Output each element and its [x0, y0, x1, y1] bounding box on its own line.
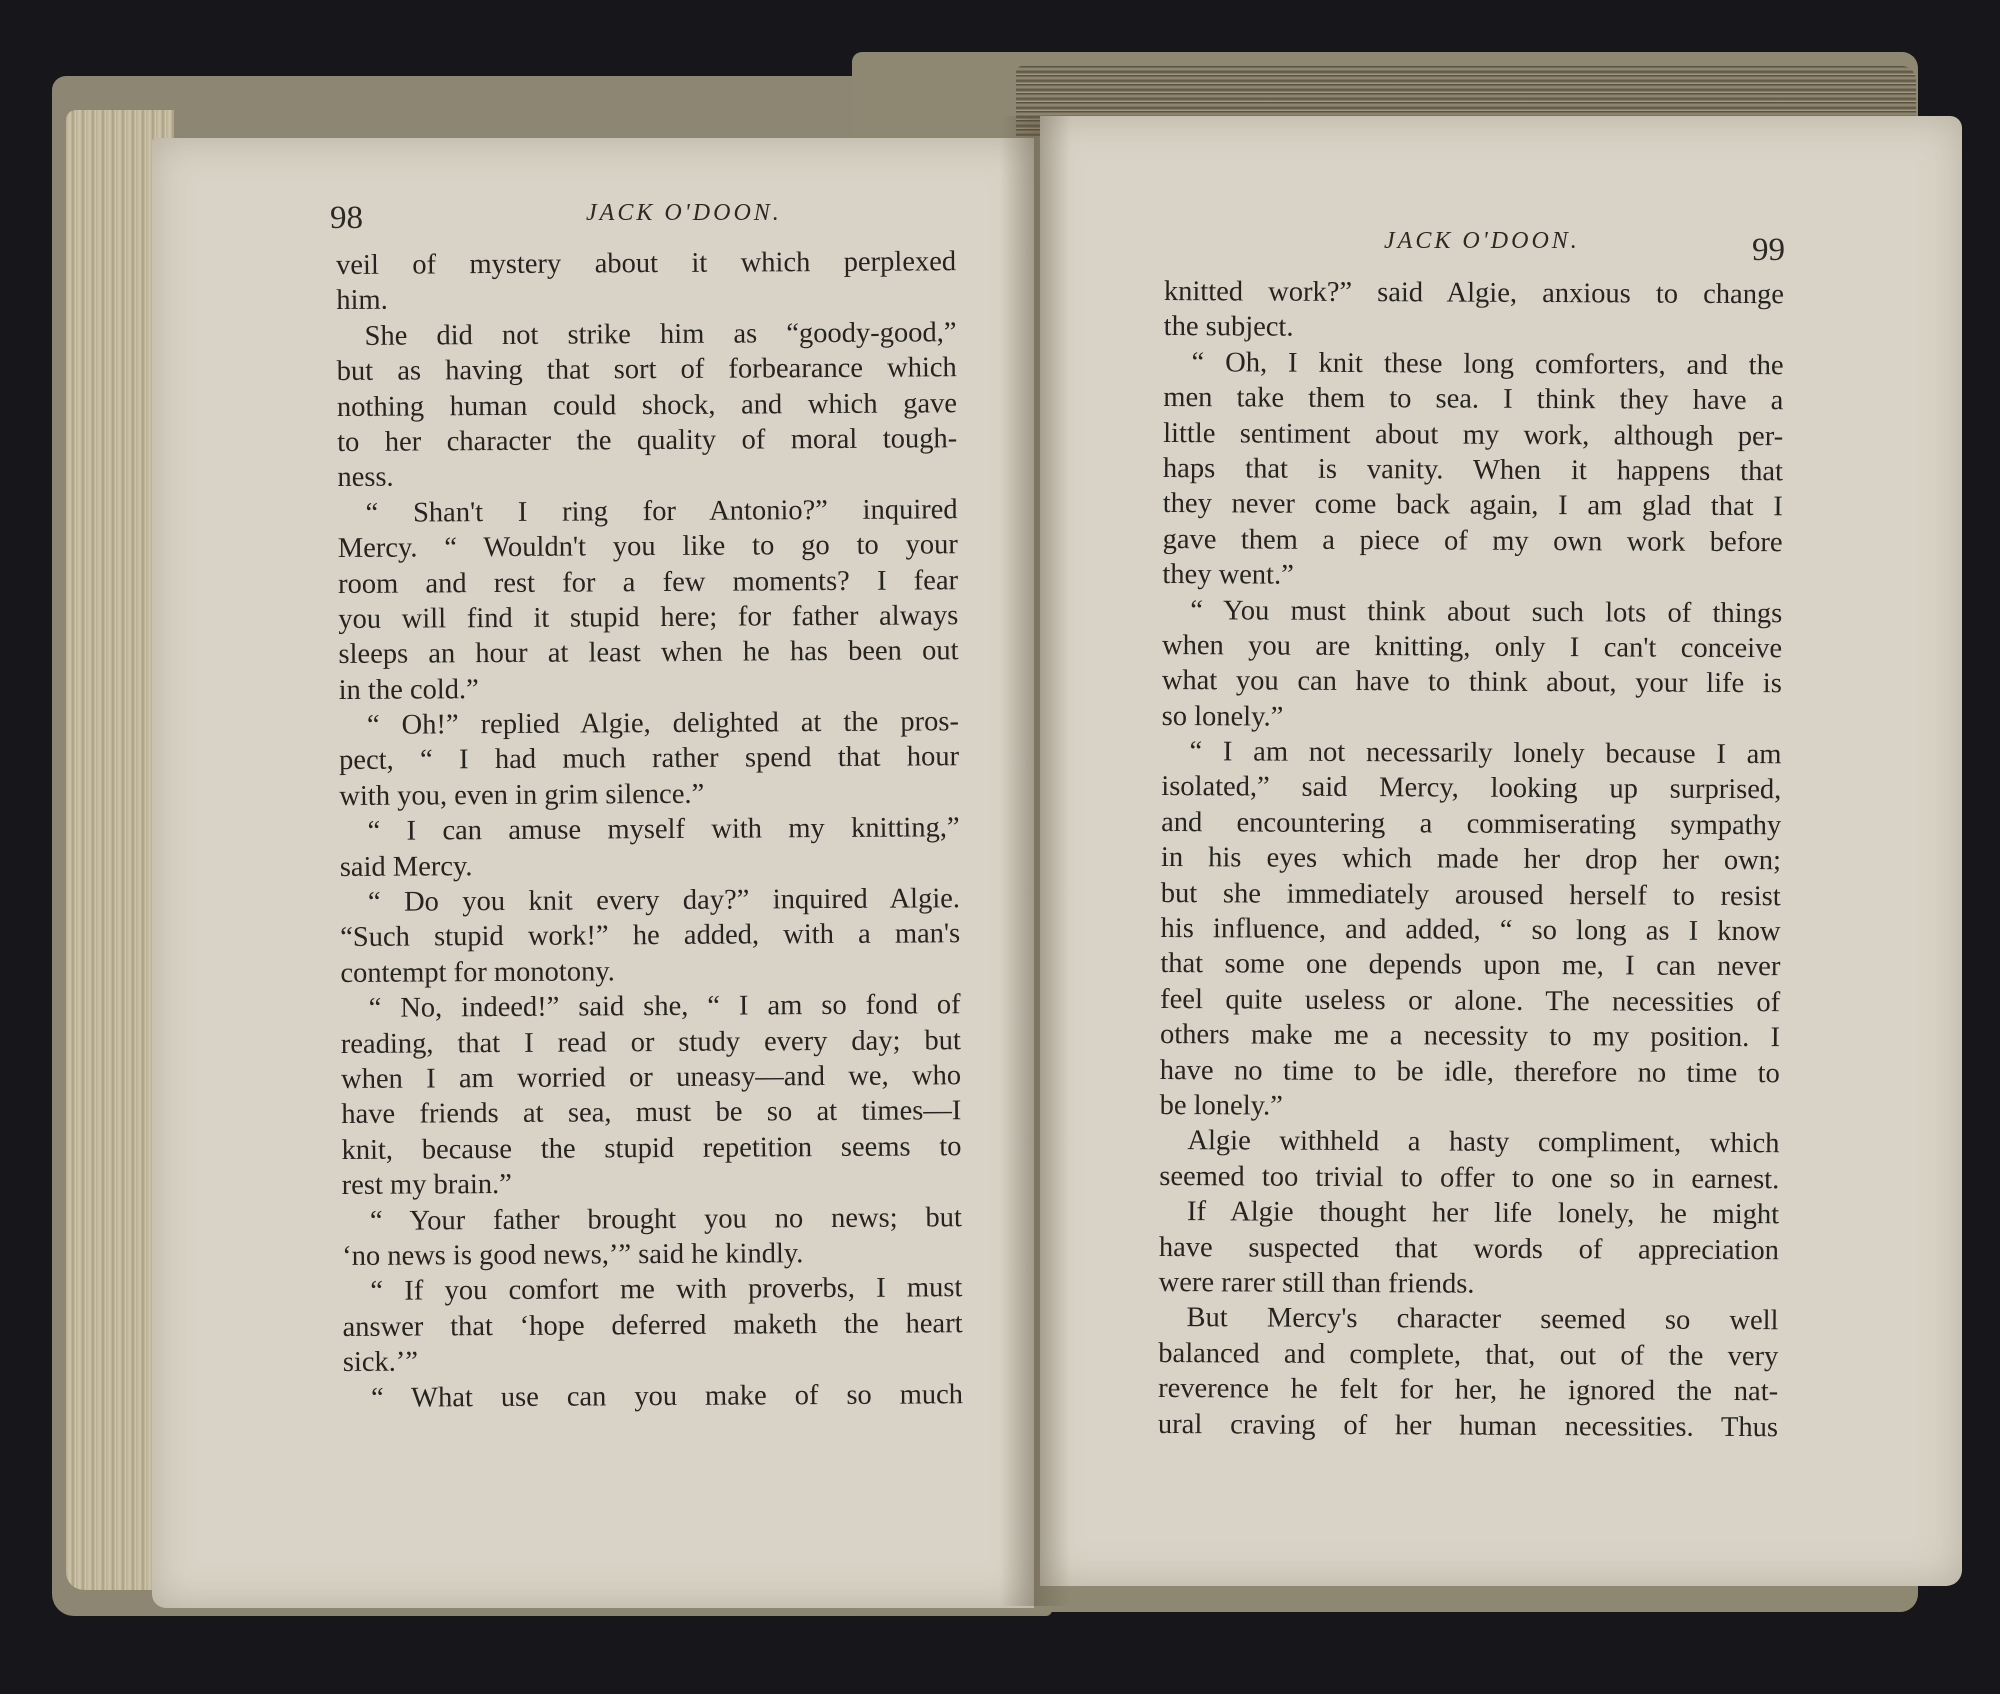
text-line: they went.”: [1162, 559, 1294, 591]
text-line: men take them to sea. I think they have a: [1163, 382, 1784, 417]
text-line: rest my brain.”: [341, 1169, 512, 1202]
text-line: “ Do you knit every day?” inquired Algie.: [367, 883, 961, 918]
text-line: “ Your father brought you no news; but: [369, 1201, 963, 1237]
text-line: pect, “ I had much rather spend that hour: [339, 741, 960, 777]
text-line: and encountering a commiserating sympathy: [1161, 806, 1782, 842]
text-line: sick.’”: [342, 1346, 419, 1379]
text-line: you will find it stupid here; for father always: [338, 600, 959, 635]
text-line: seemed too trivial to offer to one so in earnest.: [1159, 1160, 1780, 1195]
page-number-right: 99: [1752, 232, 1785, 268]
text-line: so lonely.”: [1161, 700, 1284, 733]
text-line: ness.: [337, 461, 394, 494]
text-line: have friends at sea, must be so at times—I: [341, 1095, 962, 1131]
text-line: Algie withheld a hasty compliment, which: [1187, 1125, 1780, 1160]
text-line: when I am worried or uneasy—and we, who: [340, 1060, 962, 1095]
text-line: to her character the quality of moral tough-: [337, 423, 958, 458]
text-line: knit, because the stupid repetition seems to: [341, 1130, 962, 1166]
text-line: but as having that sort of forbearance which: [336, 352, 957, 388]
text-line: when you are knitting, only I can't conceive: [1161, 629, 1783, 665]
text-line: “ I am not necessarily lonely because I am: [1189, 736, 1782, 771]
right-page-text: [1158, 274, 1784, 1445]
text-line: ‘no news is good news,’” said he kindly.: [342, 1238, 804, 1272]
text-line: She did not strike him as “goody-good,”: [364, 316, 957, 352]
text-line: room and rest for a few moments? I fear: [337, 564, 959, 600]
left-page-text: [336, 244, 963, 1416]
text-line: Mercy. “ Wouldn't you like to go to your: [337, 529, 958, 565]
text-line: others make me a necessity to my position. I: [1159, 1019, 1781, 1054]
text-line: balanced and complete, that, out of the very: [1158, 1337, 1779, 1372]
text-line: feel quite useless or alone. The necessities of: [1160, 983, 1781, 1019]
text-line: in his eyes which made her drop her own;: [1160, 842, 1782, 877]
text-line: “ Shan't I ring for Antonio?” inquired: [365, 493, 958, 529]
text-line: “Such stupid work!” he added, with a man's: [340, 918, 961, 954]
book-gutter: [1000, 116, 1070, 1606]
text-line: “ If you comfort me with proverbs, I must: [370, 1272, 963, 1308]
text-line: ural craving of her human necessities. Thus: [1157, 1408, 1779, 1443]
text-line: have suspected that words of appreciation: [1158, 1231, 1779, 1266]
running-head-left: JACK O'DOON.: [586, 200, 782, 226]
text-line: haps that is vanity. When it happens that: [1162, 452, 1784, 488]
text-line: have no time to be idle, therefore no time to: [1159, 1054, 1780, 1089]
text-line: in the cold.”: [338, 673, 479, 706]
text-line: contempt for monotony.: [340, 956, 615, 989]
text-line: with you, even in grim silence.”: [339, 778, 705, 812]
text-line: isolated,” said Mercy, looking up surprised,: [1161, 771, 1782, 806]
text-line: were rarer still than friends.: [1158, 1266, 1475, 1300]
text-line: the subject.: [1163, 311, 1294, 344]
page-number-left: 98: [330, 200, 363, 236]
text-line: gave them a piece of my own work before: [1162, 523, 1783, 558]
text-line: but she immediately aroused herself to resist: [1160, 877, 1781, 912]
running-head-right: JACK O'DOON.: [1384, 228, 1580, 254]
text-line: “ What use can you make of so much: [370, 1378, 964, 1414]
text-line: his influence, and added, “ so long as I know: [1160, 913, 1781, 948]
text-line: answer that ‘hope deferred maketh the heart: [342, 1307, 963, 1343]
text-line: “ Oh, I knit these long comforters, and the: [1191, 346, 1784, 382]
text-line: “ You must think about such lots of things: [1190, 594, 1783, 629]
text-line: what you can have to think about, your life is: [1161, 665, 1782, 700]
text-line: him.: [336, 285, 388, 317]
text-line: nothing human could shock, and which gave: [336, 387, 958, 423]
text-line: sleeps an hour at least when he has been out: [338, 635, 959, 671]
text-line: If Algie thought her life lonely, he might: [1187, 1196, 1780, 1231]
text-line: said Mercy.: [339, 850, 473, 883]
text-line: But Mercy's character seemed so well: [1186, 1302, 1779, 1337]
text-line: little sentiment about my work, although per-: [1163, 417, 1784, 452]
text-line: be lonely.”: [1159, 1089, 1283, 1122]
text-line: that some one depends upon me, I can never: [1160, 948, 1781, 983]
text-line: they never come back again, I am glad that I: [1162, 488, 1783, 523]
text-line: reverence he felt for her, he ignored the nat-: [1158, 1373, 1779, 1408]
text-line: reading, that I read or study every day; but: [340, 1024, 961, 1060]
text-line: veil of mystery about it which perplexed: [336, 246, 957, 281]
text-line: “ I can amuse myself with my knitting,”: [367, 812, 960, 848]
text-line: knitted work?” said Algie, anxious to change: [1163, 275, 1784, 311]
text-line: “ No, indeed!” said she, “ I am so fond of: [368, 989, 961, 1025]
text-line: “ Oh!” replied Algie, delighted at the pros-: [366, 706, 960, 741]
